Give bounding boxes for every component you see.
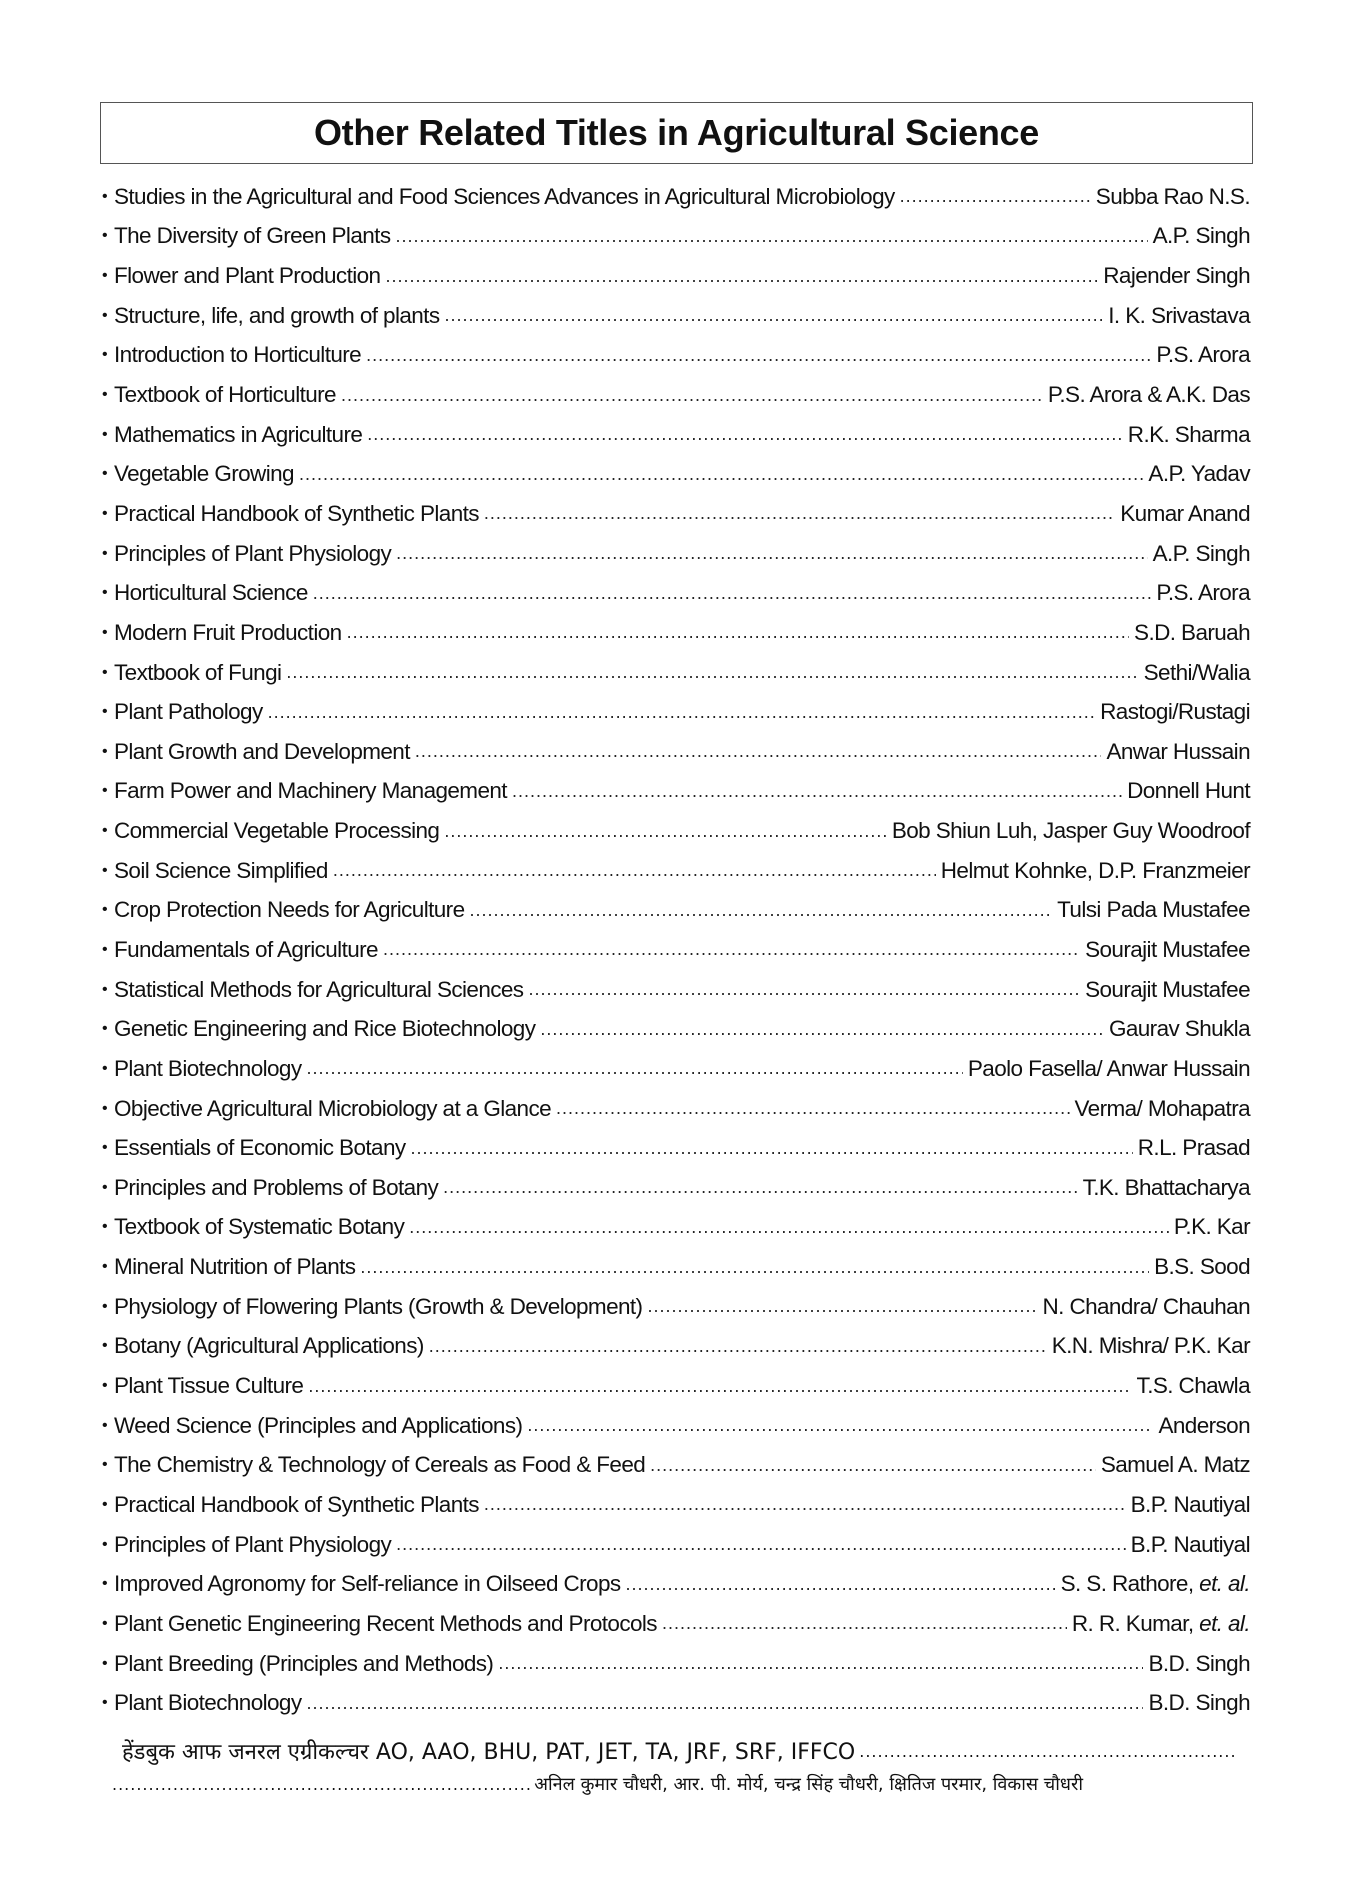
dot-leader	[366, 345, 1151, 366]
dot-leader	[112, 1775, 530, 1794]
book-title: Modern Fruit Production	[114, 619, 342, 645]
book-title: Statistical Methods for Agricultural Sciences	[114, 976, 524, 1002]
dot-leader	[650, 1455, 1096, 1476]
dot-leader	[307, 1693, 1144, 1714]
book-entry	[102, 1208, 1252, 1248]
bullet-icon: •	[102, 663, 108, 681]
book-title: Plant Tissue Culture	[114, 1373, 304, 1399]
dot-leader	[445, 305, 1104, 326]
dot-leader	[383, 939, 1080, 960]
book-title: Physiology of Flowering Plants (Growth & Development)	[114, 1293, 643, 1319]
book-author	[1052, 1333, 1252, 1359]
book-author	[1153, 223, 1252, 249]
book-title: Plant Biotechnology	[114, 1055, 302, 1081]
book-author-name: R.K. Sharma	[1127, 421, 1250, 447]
dot-leader	[429, 1336, 1047, 1357]
book-author	[1075, 1096, 1253, 1122]
book-entry	[102, 1564, 1252, 1604]
dot-leader	[556, 1098, 1069, 1119]
book-entry	[102, 1644, 1252, 1684]
bullet-icon: •	[102, 1495, 108, 1513]
bullet-icon: •	[102, 980, 108, 998]
book-author	[968, 1056, 1252, 1082]
bullet-icon: •	[102, 901, 108, 919]
book-entry	[102, 891, 1252, 931]
book-entry	[102, 415, 1252, 455]
book-author-name: Sourajit Mustafee	[1085, 976, 1250, 1002]
book-entry	[102, 653, 1252, 693]
book-author	[1101, 1452, 1252, 1478]
book-title: Studies in the Agricultural and Food Sciences Advances in Agricultural Microbiology	[114, 183, 895, 209]
bullet-icon: •	[102, 584, 108, 602]
dot-leader	[299, 464, 1143, 485]
book-author-name: A.P. Singh	[1152, 223, 1250, 249]
footer-handbook-title: हेंडबुक आफ जनरल एग्रीकल्चर AO, AAO, BHU, PAT, JET, TA, JRF, SRF, IFFCO	[122, 1740, 856, 1765]
book-entry	[102, 454, 1252, 494]
book-author-name: A.P. Yadav	[1148, 461, 1250, 487]
book-title: Vegetable Growing	[114, 461, 294, 487]
bullet-icon: •	[102, 1575, 108, 1593]
dot-leader	[268, 702, 1096, 723]
bullet-icon: •	[102, 742, 108, 760]
book-author	[1083, 1175, 1252, 1201]
bullet-icon: •	[102, 1535, 108, 1553]
book-author-name: B.D. Singh	[1148, 1690, 1250, 1716]
book-title: Genetic Engineering and Rice Biotechnology	[114, 1016, 536, 1042]
book-author-name: Sourajit Mustafee	[1085, 936, 1250, 962]
book-entry	[102, 1485, 1252, 1525]
book-author-name: Helmut Kohnke, D.P. Franzmeier	[940, 857, 1250, 883]
dot-leader	[662, 1613, 1067, 1634]
dot-leader	[900, 186, 1091, 207]
book-entry	[102, 851, 1252, 891]
book-author-name: Donnell Hunt	[1127, 778, 1250, 804]
book-title: The Chemistry & Technology of Cereals as Food & Feed	[114, 1452, 646, 1478]
dot-leader	[647, 1296, 1037, 1317]
dot-leader	[626, 1574, 1056, 1595]
book-entry	[102, 613, 1252, 653]
book-entry	[102, 1049, 1252, 1089]
book-author	[1148, 1690, 1252, 1716]
book-author-name: R.L. Prasad	[1137, 1135, 1250, 1161]
book-author-name: Paolo Fasella/ Anwar Hussain	[967, 1055, 1250, 1081]
dot-leader	[415, 741, 1102, 762]
title-box	[100, 102, 1253, 164]
book-author-name: Gaurav Shukla	[1108, 1016, 1250, 1042]
dot-leader	[385, 266, 1098, 287]
book-entry	[102, 375, 1252, 415]
bullet-icon: •	[102, 940, 108, 958]
book-title: Plant Pathology	[114, 699, 263, 725]
bullet-icon: •	[102, 703, 108, 721]
book-author	[1043, 1294, 1253, 1320]
book-author	[1131, 1532, 1252, 1558]
dot-leader	[444, 821, 887, 842]
dot-leader	[286, 662, 1138, 683]
dot-leader	[395, 226, 1147, 247]
dot-leader	[484, 1494, 1126, 1515]
book-author-name: Samuel A. Matz	[1100, 1452, 1250, 1478]
book-author	[1057, 897, 1252, 923]
bullet-icon: •	[102, 306, 108, 324]
dot-leader	[443, 1177, 1077, 1198]
book-author-suffix: et. al.	[1199, 1610, 1250, 1636]
book-author	[1096, 184, 1252, 210]
bullet-icon: •	[102, 1416, 108, 1434]
dot-leader	[307, 1058, 963, 1079]
dot-leader	[527, 1415, 1153, 1436]
book-author	[1154, 1254, 1252, 1280]
book-title: Mineral Nutrition of Plants	[114, 1254, 356, 1280]
book-entry	[102, 494, 1252, 534]
book-title: Textbook of Horticulture	[114, 382, 336, 408]
book-list	[102, 177, 1252, 1723]
book-author-name: Anderson	[1158, 1412, 1250, 1438]
book-author-name: B.P. Nautiyal	[1130, 1491, 1250, 1517]
book-entry	[102, 336, 1252, 376]
book-entry	[102, 296, 1252, 336]
book-entry	[102, 1009, 1252, 1049]
book-author	[1048, 382, 1252, 408]
book-author-name: A.P. Singh	[1152, 540, 1250, 566]
book-entry	[102, 1406, 1252, 1446]
book-entry	[102, 1366, 1252, 1406]
bullet-icon: •	[102, 782, 108, 800]
bullet-icon: •	[102, 861, 108, 879]
dot-leader	[540, 1019, 1104, 1040]
book-entry	[102, 256, 1252, 296]
book-entry	[102, 1168, 1252, 1208]
bullet-icon: •	[102, 1456, 108, 1474]
book-author-name: N. Chandra/ Chauhan	[1042, 1293, 1250, 1319]
book-entry	[102, 811, 1252, 851]
book-author-name: B.P. Nautiyal	[1130, 1531, 1250, 1557]
book-author	[1127, 778, 1252, 804]
book-entry	[102, 1604, 1252, 1644]
book-author-name: Rastogi/Rustagi	[1100, 699, 1250, 725]
book-author	[941, 858, 1252, 884]
bullet-icon: •	[102, 1297, 108, 1315]
book-title: Mathematics in Agriculture	[114, 421, 363, 447]
book-entry	[102, 217, 1252, 257]
book-entry	[102, 534, 1252, 574]
book-entry	[102, 1089, 1252, 1129]
book-author	[1144, 660, 1252, 686]
book-author	[1148, 461, 1252, 487]
book-author	[1174, 1214, 1252, 1240]
bullet-icon: •	[102, 227, 108, 245]
dot-leader	[512, 781, 1122, 802]
dot-leader	[498, 1653, 1143, 1674]
book-entry	[102, 1683, 1252, 1723]
book-author-name: T.K. Bhattacharya	[1082, 1174, 1250, 1200]
book-author-name: P.S. Arora & A.K. Das	[1047, 382, 1250, 408]
book-title: Essentials of Economic Botany	[114, 1135, 406, 1161]
dot-leader	[313, 583, 1152, 604]
book-title: Soil Science Simplified	[114, 857, 328, 883]
book-author-name: P.S. Arora	[1156, 342, 1250, 368]
book-author-name: Kumar Anand	[1120, 500, 1250, 526]
bullet-icon: •	[102, 1099, 108, 1117]
book-title: Botany (Agricultural Applications)	[114, 1333, 424, 1359]
bullet-icon: •	[102, 623, 108, 641]
dot-leader	[859, 1742, 1236, 1761]
book-author-suffix: et. al.	[1199, 1571, 1250, 1597]
bullet-icon: •	[102, 1139, 108, 1157]
book-author-name: P.S. Arora	[1156, 580, 1250, 606]
dot-leader	[333, 860, 936, 881]
book-entry	[102, 692, 1252, 732]
book-entry	[102, 1247, 1252, 1287]
bullet-icon: •	[102, 1218, 108, 1236]
bullet-icon: •	[102, 346, 108, 364]
book-author-name: S.D. Baruah	[1134, 619, 1250, 645]
dot-leader	[469, 900, 1052, 921]
book-title: Introduction to Horticulture	[114, 342, 362, 368]
bullet-icon: •	[102, 1178, 108, 1196]
book-author	[1137, 1373, 1252, 1399]
footer-authors: अनिल कुमार चौधरी, आर. पी. मोर्य, चन्द्र सिंह चौधरी, क्षितिज परमार, विकास चौधरी	[534, 1774, 1083, 1795]
bullet-icon: •	[102, 544, 108, 562]
page-title: Other Related Titles in Agricultural Science	[313, 112, 1039, 153]
dot-leader	[411, 1138, 1133, 1159]
footer-authors-line	[108, 1772, 1083, 1796]
book-author	[1134, 620, 1252, 646]
book-title: Plant Genetic Engineering Recent Methods and Protocols	[114, 1610, 657, 1636]
book-title: Objective Agricultural Microbiology at a Glance	[114, 1095, 552, 1121]
book-author	[1106, 739, 1252, 765]
footer-handbook-line	[122, 1736, 1240, 1766]
book-title: Principles of Plant Physiology	[114, 1531, 392, 1557]
book-title: Plant Growth and Development	[114, 738, 410, 764]
book-title: Plant Biotechnology	[114, 1690, 302, 1716]
bullet-icon: •	[102, 1654, 108, 1672]
book-entry	[102, 1287, 1252, 1327]
book-author-name: P.K. Kar	[1173, 1214, 1250, 1240]
book-author	[1061, 1571, 1252, 1597]
book-author	[1153, 541, 1252, 567]
bullet-icon: •	[102, 1377, 108, 1395]
bullet-icon: •	[102, 1614, 108, 1632]
book-author	[1131, 1492, 1252, 1518]
book-entry	[102, 177, 1252, 217]
bullet-icon: •	[102, 267, 108, 285]
book-author	[1072, 1611, 1252, 1637]
book-author-name: Tulsi Pada Mustafee	[1057, 897, 1250, 923]
book-title: Flower and Plant Production	[114, 263, 381, 289]
book-author-name: S. S. Rathore,	[1060, 1571, 1194, 1597]
book-author	[1156, 580, 1252, 606]
bullet-icon: •	[102, 1059, 108, 1077]
book-author	[1138, 1135, 1252, 1161]
bullet-icon: •	[102, 386, 108, 404]
book-author	[1100, 699, 1252, 725]
book-author-name: R. R. Kumar,	[1071, 1610, 1194, 1636]
dot-leader	[367, 424, 1123, 445]
dot-leader	[528, 979, 1080, 1000]
book-title: Improved Agronomy for Self-reliance in Oilseed Crops	[114, 1571, 621, 1597]
book-title: Horticultural Science	[114, 580, 308, 606]
dot-leader	[347, 622, 1129, 643]
dot-leader	[308, 1376, 1131, 1397]
book-author-name: T.S. Chawla	[1136, 1373, 1250, 1399]
book-title: Structure, life, and growth of plants	[114, 302, 440, 328]
book-author	[1103, 263, 1252, 289]
book-title: Farm Power and Machinery Management	[114, 778, 507, 804]
dot-leader	[396, 543, 1147, 564]
bullet-icon: •	[102, 465, 108, 483]
book-author	[1128, 422, 1252, 448]
book-entry	[102, 1446, 1252, 1486]
bullet-icon: •	[102, 822, 108, 840]
bullet-icon: •	[102, 187, 108, 205]
book-title: Textbook of Fungi	[114, 659, 282, 685]
bullet-icon: •	[102, 1020, 108, 1038]
book-entry	[102, 1128, 1252, 1168]
book-author-name: B.D. Singh	[1148, 1650, 1250, 1676]
dot-leader	[484, 503, 1115, 524]
book-entry	[102, 970, 1252, 1010]
book-author-name: Bob Shiun Luh, Jasper Guy Woodroof	[891, 818, 1250, 844]
book-title: Practical Handbook of Synthetic Plants	[114, 1491, 479, 1517]
book-title: Textbook of Systematic Botany	[114, 1214, 405, 1240]
book-author-name: Subba Rao N.S.	[1095, 183, 1250, 209]
dot-leader	[409, 1217, 1169, 1238]
book-author	[1158, 1413, 1252, 1439]
book-title: Fundamentals of Agriculture	[114, 936, 378, 962]
book-author	[892, 818, 1252, 844]
book-author	[1156, 342, 1252, 368]
dot-leader	[360, 1257, 1149, 1278]
book-entry	[102, 1327, 1252, 1367]
book-title: Principles and Problems of Botany	[114, 1174, 439, 1200]
book-entry	[102, 1525, 1252, 1565]
bullet-icon: •	[102, 425, 108, 443]
book-title: Plant Breeding (Principles and Methods)	[114, 1650, 494, 1676]
book-author-name: Sethi/Walia	[1143, 659, 1250, 685]
book-author	[1120, 501, 1252, 527]
book-author-name: K.N. Mishra/ P.K. Kar	[1051, 1333, 1250, 1359]
dot-leader	[341, 385, 1043, 406]
book-title: Practical Handbook of Synthetic Plants	[114, 500, 479, 526]
book-title: The Diversity of Green Plants	[114, 223, 391, 249]
book-author-name: Verma/ Mohapatra	[1074, 1095, 1250, 1121]
book-entry	[102, 772, 1252, 812]
dot-leader	[396, 1534, 1125, 1555]
book-author	[1109, 1016, 1252, 1042]
book-author-name: Rajender Singh	[1103, 263, 1250, 289]
book-author	[1085, 937, 1252, 963]
book-title: Commercial Vegetable Processing	[114, 818, 440, 844]
book-author-name: B.S. Sood	[1154, 1254, 1250, 1280]
book-entry	[102, 930, 1252, 970]
book-author-name: I. K. Srivastava	[1108, 302, 1250, 328]
book-title: Crop Protection Needs for Agriculture	[114, 897, 465, 923]
book-title: Weed Science (Principles and Applications)	[114, 1412, 523, 1438]
bullet-icon: •	[102, 1337, 108, 1355]
book-author	[1108, 303, 1252, 329]
bullet-icon: •	[102, 1258, 108, 1276]
book-author-name: Anwar Hussain	[1106, 738, 1250, 764]
book-entry	[102, 573, 1252, 613]
book-author	[1148, 1651, 1252, 1677]
bullet-icon: •	[102, 504, 108, 522]
book-title: Principles of Plant Physiology	[114, 540, 392, 566]
bullet-icon: •	[102, 1694, 108, 1712]
book-entry	[102, 732, 1252, 772]
book-author	[1085, 977, 1252, 1003]
